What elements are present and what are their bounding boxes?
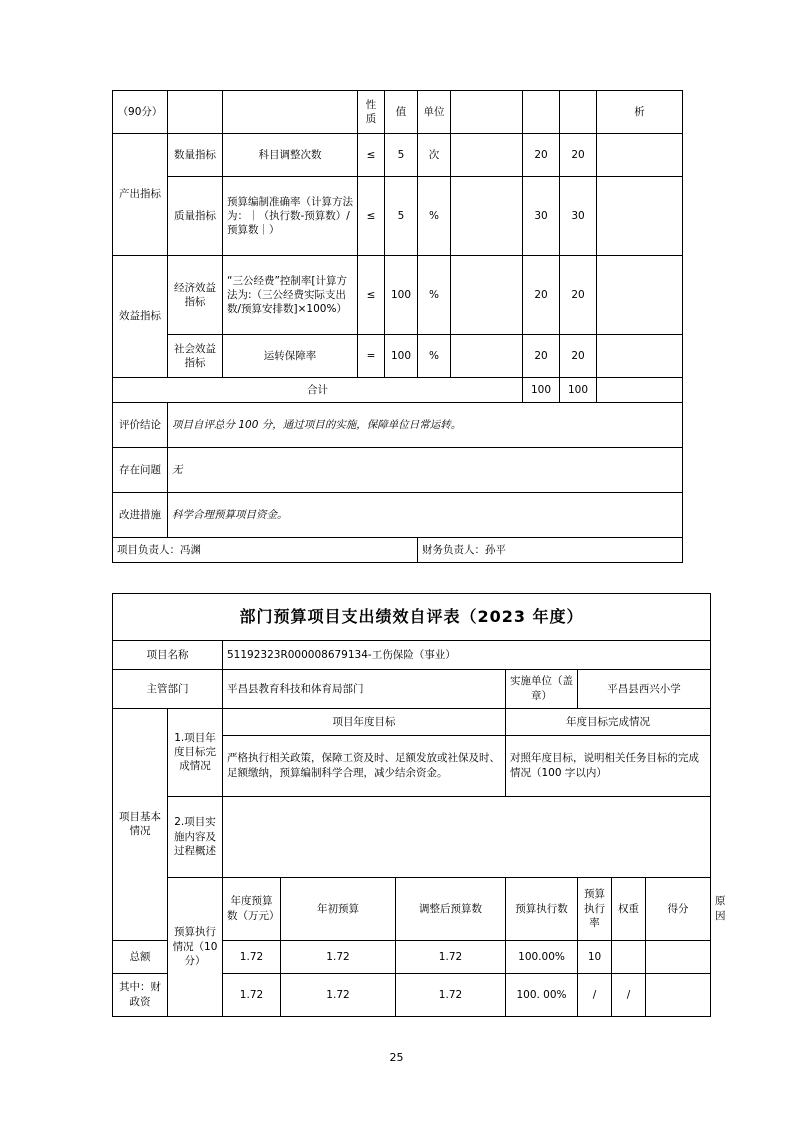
year-goal-text: 严格执行相关政策，保障工资及时、足额发放或社保及时、足额缴纳，预算编制科学合理，减少结余资金。 [223,735,506,796]
project-leader-signature: 项目负责人：冯渊 [113,538,418,563]
budget-initial: 1.72 [223,973,281,1016]
budget-row-label: 其中：财政资 [113,973,168,1016]
signature-row [113,538,683,563]
budget-self-evaluation-table [112,593,726,1017]
year-goal-header: 项目年度目标 [223,708,506,735]
group-output-indicator: 产出指标 [113,134,168,256]
problems-text: 无 [168,448,683,493]
year-completion-header: 年度目标完成情况 [506,708,711,735]
indicator-analysis [597,177,683,256]
conclusion-label: 评价结论 [113,403,168,448]
implementation-row [113,796,711,877]
supervisor-row [113,669,711,708]
basic-info-header-row [113,708,711,735]
indicator-weight: 20 [523,256,560,335]
conclusion-row [113,403,683,448]
table-row [113,335,683,378]
header-blank-e [560,91,597,134]
header-blank-b [223,91,358,134]
indicator-score: 20 [560,134,597,177]
budget-reason [646,973,711,1016]
budget-weight: 10 [578,940,612,973]
title-row [113,594,711,641]
indicator-value: 100 [385,335,418,378]
indicator-blank [451,134,523,177]
total-weight: 100 [523,378,560,403]
project-name-label: 项目名称 [113,640,223,669]
indicator-analysis [597,335,683,378]
indicator-value: 5 [385,134,418,177]
indicator-value: 100 [385,256,418,335]
budget-executed: 1.72 [396,940,506,973]
implementer-value: 平昌县西兴小学 [578,669,711,708]
indicator-nature: ≤ [358,256,385,335]
supervisor-value: 平昌县教育科技和体育局部门 [223,669,506,708]
budget-col-year-amount: 年度预算数（万元） [223,877,281,940]
total-analysis [597,378,683,403]
project-name-row [113,640,711,669]
table-row [113,177,683,256]
budget-rate: 100.00% [506,940,578,973]
indicator-unit: % [418,177,451,256]
table-header-row [113,91,683,134]
indicator-name: 预算编制准确率（计算方法为：｜（执行数-预算数）/预算数｜） [223,177,358,256]
improvements-row [113,493,683,538]
project-name-value: 51192323R000008679134-工伤保险（事业） [223,640,711,669]
budget-executed: 1.72 [396,973,506,1016]
budget-col-initial: 年初预算 [281,877,396,940]
subgroup-quantity-indicator: 数量指标 [168,134,223,177]
header-analysis: 析 [597,91,683,134]
subgroup-economic-benefit: 经济效益指标 [168,256,223,335]
indicator-unit: % [418,256,451,335]
finance-leader-signature: 财务负责人：孙平 [418,538,683,563]
header-nature: 性质 [358,91,385,134]
indicator-name: 科目调整次数 [223,134,358,177]
implementer-label: 实施单位（盖章） [506,669,578,708]
indicator-unit: % [418,335,451,378]
budget-col-score: 得分 [646,877,711,940]
conclusion-text: 项目自评总分 100 分，通过项目的实施，保障单位日常运转。 [168,403,683,448]
budget-score [612,940,646,973]
budget-adjusted: 1.72 [281,973,396,1016]
page-number: 25 [389,1051,404,1064]
subgroup-social-benefit: 社会效益指标 [168,335,223,378]
supervisor-label: 主管部门 [113,669,223,708]
group-benefit-indicator: 效益指标 [113,256,168,378]
indicator-value: 5 [385,177,418,256]
improvements-text: 科学合理预算项目资金。 [168,493,683,538]
budget-row-label: 总额 [113,940,168,973]
budget-adjusted: 1.72 [281,940,396,973]
indicator-score: 20 [560,335,597,378]
indicator-score: 20 [560,256,597,335]
header-value: 值 [385,91,418,134]
budget-score: / [612,973,646,1016]
budget-rate: 100. 00% [506,973,578,1016]
basic-info-label: 项目基本情况 [113,708,168,940]
budget-exec-label: 预算执行情况（10分） [168,877,223,1016]
indicator-score: 30 [560,177,597,256]
performance-indicator-table [112,90,683,563]
budget-initial: 1.72 [223,940,281,973]
header-blank-d [523,91,560,134]
budget-reason [646,940,711,973]
year-completion-text: 对照年度目标，说明相关任务目标的完成情况（100 字以内） [506,735,711,796]
indicator-analysis [597,134,683,177]
indicator-weight: 20 [523,335,560,378]
indicator-weight: 30 [523,177,560,256]
problems-row [113,448,683,493]
indicator-blank [451,177,523,256]
indicator-name: “三公经费”控制率[计算方法为:（三公经费实际支出数/预算安排数]×100%） [223,256,358,335]
budget-header-row: 预算执行情况（10分） 年度预算数（万元） 年初预算 调整后预算数 预算执行数 预算执行率 权重 得分 原因 [113,877,711,940]
table-gap [112,563,681,593]
indicator-nature: ≤ [358,177,385,256]
row1-label: 1.项目年度目标完成情况 [168,708,223,796]
row2-label: 2.项目实施内容及过程概述 [168,796,223,877]
indicator-unit: 次 [418,134,451,177]
budget-col-rate: 预算执行率 [578,877,612,940]
header-blank-a [168,91,223,134]
budget-col-weight: 权重 [612,877,646,940]
indicator-analysis [597,256,683,335]
page-title: 部门预算项目支出绩效自评表（2023 年度） [113,594,711,641]
header-unit: 单位 [418,91,451,134]
total-score: 100 [560,378,597,403]
header-blank-c [451,91,523,134]
indicator-nature: ≤ [358,134,385,177]
score-label-cell: （90分） [113,91,168,134]
indicator-nature: = [358,335,385,378]
indicator-blank [451,335,523,378]
table-row [113,256,683,335]
budget-col-adjusted: 调整后预算数 [396,877,506,940]
table-row [113,134,683,177]
total-row [113,378,683,403]
total-label: 合计 [113,378,523,403]
row2-value [223,796,711,877]
budget-col-executed: 预算执行数 [506,877,578,940]
budget-weight: / [578,973,612,1016]
improvements-label: 改进措施 [113,493,168,538]
indicator-blank [451,256,523,335]
problems-label: 存在问题 [113,448,168,493]
subgroup-quality-indicator: 质量指标 [168,177,223,256]
indicator-name: 运转保障率 [223,335,358,378]
indicator-weight: 20 [523,134,560,177]
